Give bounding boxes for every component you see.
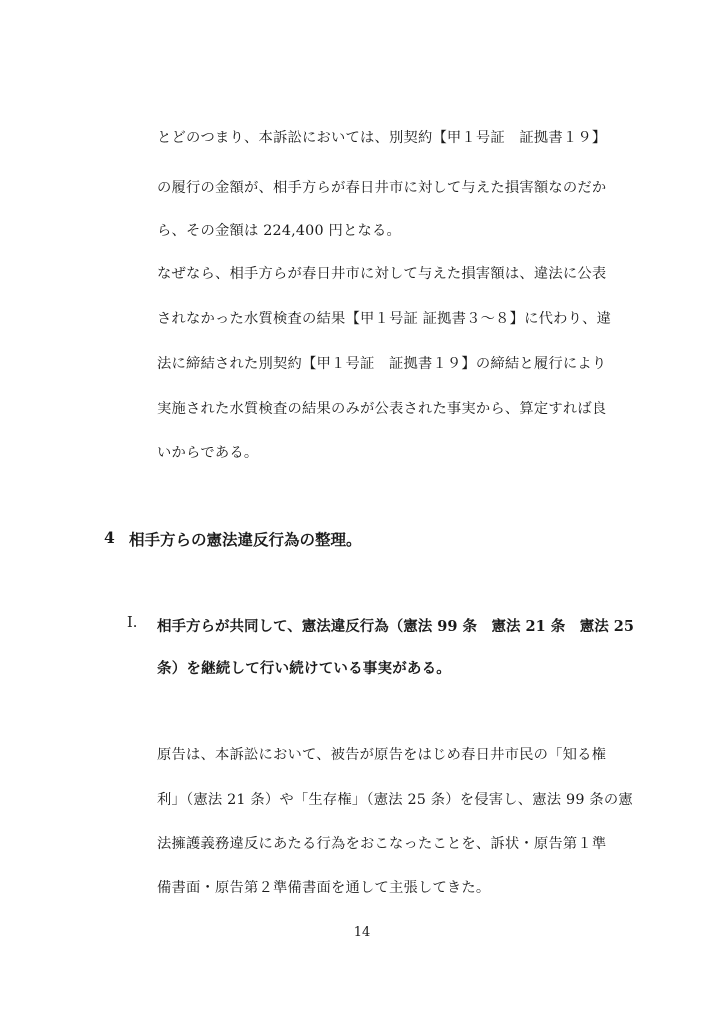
- paragraph1-line3: ら、その金額は 224,400 円となる。: [157, 223, 401, 239]
- paragraph3-line3: 法擁護義務違反にあたる行為をおこなったことを、訴状・原告第１準: [157, 836, 607, 852]
- paragraph2-line5: いからである。: [157, 445, 259, 461]
- paragraph3-line4: 備書面・原告第２準備書面を通して主張してきた。: [157, 880, 491, 896]
- section-number: 4: [104, 528, 115, 547]
- subsection-title-line1: 相手方らが共同して、憲法違反行為（憲法 99 条 憲法 21 条 憲法 25: [157, 618, 634, 635]
- paragraph3-line2: 利」（憲法 21 条）や「生存権」（憲法 25 条）を侵害し、憲法 99 条の憲: [157, 792, 633, 808]
- paragraph2-line1: なぜなら、相手方らが春日井市に対して与えた損害額は、違法に公表: [157, 266, 607, 282]
- section-title: 相手方らの憲法違反行為の整理。: [129, 530, 362, 549]
- paragraph3-line1: 原告は、本訴訟において、被告が原告をはじめ春日井市民の「知る権: [157, 747, 607, 763]
- subsection-number: I.: [127, 615, 138, 631]
- subsection-title-line2: 条）を継続して行い続けている事実がある。: [157, 660, 451, 677]
- paragraph2-line4: 実施された水質検査の結果のみが公表された事実から、算定すれば良: [157, 401, 607, 417]
- paragraph2-line2: されなかった水質検査の結果【甲１号証 証拠書３～８】に代わり、違: [157, 311, 612, 327]
- paragraph2-line3: 法に締結された別契約【甲１号証 証拠書１９】の締結と履行により: [157, 356, 607, 372]
- page-number: 14: [353, 925, 371, 940]
- paragraph1-line2: の履行の金額が、相手方らが春日井市に対して与えた損害額なのだか: [157, 180, 607, 196]
- paragraph1-line1: とどのつまり、本訴訟においては、別契約【甲１号証 証拠書１９】: [157, 130, 607, 146]
